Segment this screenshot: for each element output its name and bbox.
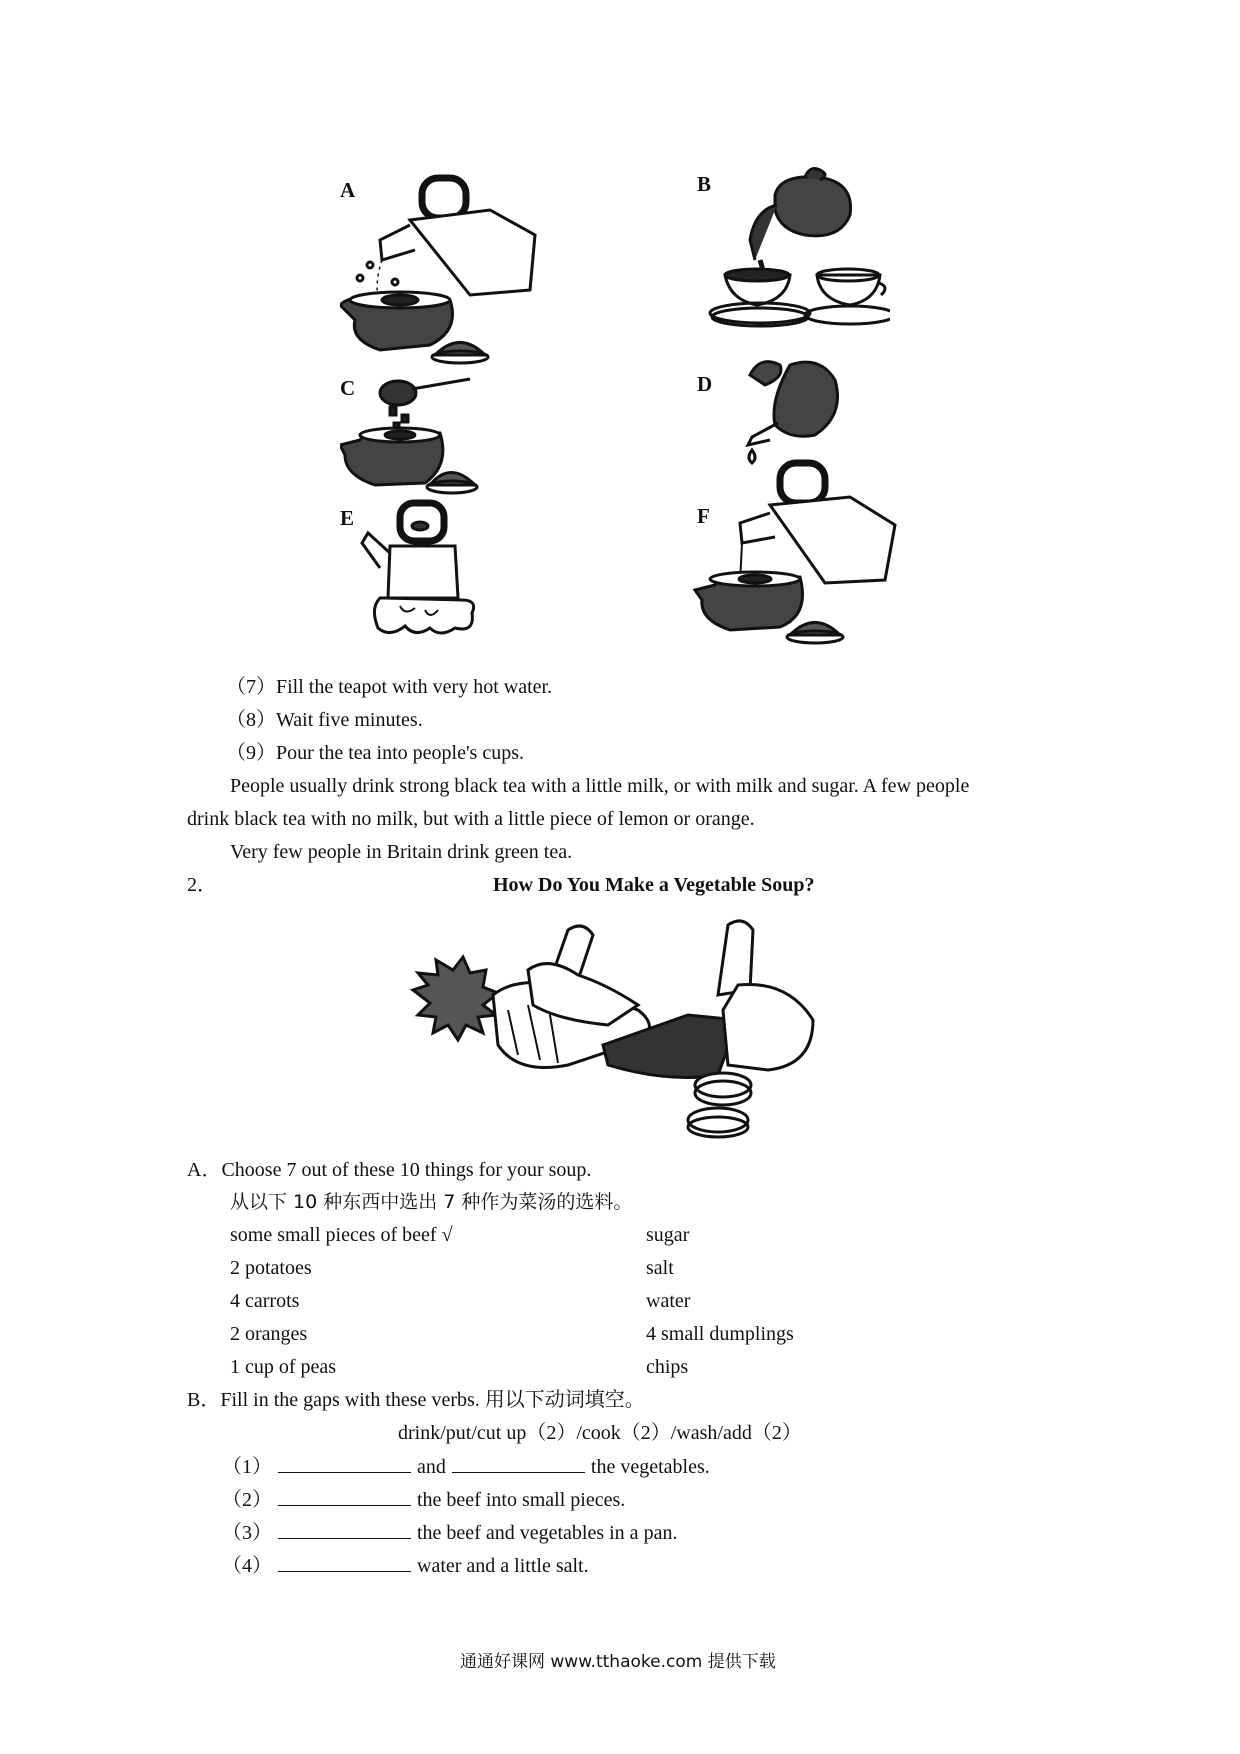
section-number: 2． xyxy=(187,874,217,896)
gap-item-1: （1） and the vegetables. xyxy=(222,1456,710,1478)
verb-list: drink/put/cut up（2）/cook（2）/wash/add（2） xyxy=(398,1422,802,1444)
step-9: （9）Pour the tea into people's cups. xyxy=(226,742,524,764)
list-item: chips xyxy=(646,1356,689,1378)
figure-label-f: F xyxy=(697,504,710,528)
section-title: How Do You Make a Vegetable Soup? xyxy=(493,874,815,896)
list-item: 2 oranges xyxy=(230,1323,308,1345)
part-a-instruction: A．Choose 7 out of these 10 things for your soup. xyxy=(187,1159,592,1181)
list-item: some small pieces of beef √ xyxy=(230,1224,453,1246)
step-8: （8）Wait five minutes. xyxy=(226,709,423,731)
figure-label-d: D xyxy=(697,372,713,396)
answer-blank[interactable] xyxy=(278,1553,411,1572)
list-item: water xyxy=(646,1290,691,1312)
list-item: 4 carrots xyxy=(230,1290,300,1312)
page-footer: 通通好课网 www.tthaoke.com 提供下载 xyxy=(460,1652,776,1672)
figure-label-a: A xyxy=(340,178,356,202)
kettle-filling-teapot-icon xyxy=(690,455,905,655)
part-a-instruction-cn: 从以下 10 种东西中选出 7 种作为菜汤的选料。 xyxy=(230,1191,633,1213)
kettle-on-fire-icon xyxy=(360,498,485,643)
list-item: sugar xyxy=(646,1224,690,1246)
list-item: 4 small dumplings xyxy=(646,1323,794,1345)
figure-label-e: E xyxy=(340,506,355,530)
answer-blank[interactable] xyxy=(452,1454,585,1473)
figure-label-c: C xyxy=(340,376,356,400)
figure-label-b: B xyxy=(697,172,712,196)
gap-item-2: （2） the beef into small pieces. xyxy=(222,1489,626,1511)
answer-blank[interactable] xyxy=(278,1487,411,1506)
kettle-pouring-into-teapot-icon xyxy=(340,170,550,370)
paragraph-green-tea: Very few people in Britain drink green tea. xyxy=(230,841,573,863)
list-item: 1 cup of peas xyxy=(230,1356,337,1378)
gap-item-3: （3） the beef and vegetables in a pan. xyxy=(222,1522,678,1544)
emptying-teapot-icon xyxy=(740,355,845,465)
hands-cutting-carrot-icon xyxy=(408,915,848,1140)
list-item: salt xyxy=(646,1257,674,1279)
answer-blank[interactable] xyxy=(278,1520,411,1539)
spoon-adding-tea-leaves-icon xyxy=(340,375,495,500)
step-7: （7）Fill the teapot with very hot water. xyxy=(226,676,553,698)
answer-blank[interactable] xyxy=(278,1454,411,1473)
list-item: 2 potatoes xyxy=(230,1257,312,1279)
paragraph-line-2: drink black tea with no milk, but with a little piece of lemon or orange. xyxy=(187,808,755,830)
gap-item-4: （4） water and a little salt. xyxy=(222,1555,589,1577)
teapot-pouring-into-cups-icon xyxy=(705,165,890,335)
paragraph-line-1: People usually drink strong black tea with a little milk, or with milk and sugar. A few people xyxy=(230,775,970,797)
part-b-instruction: B．Fill in the gaps with these verbs. 用以下动词填空。 xyxy=(187,1389,645,1411)
